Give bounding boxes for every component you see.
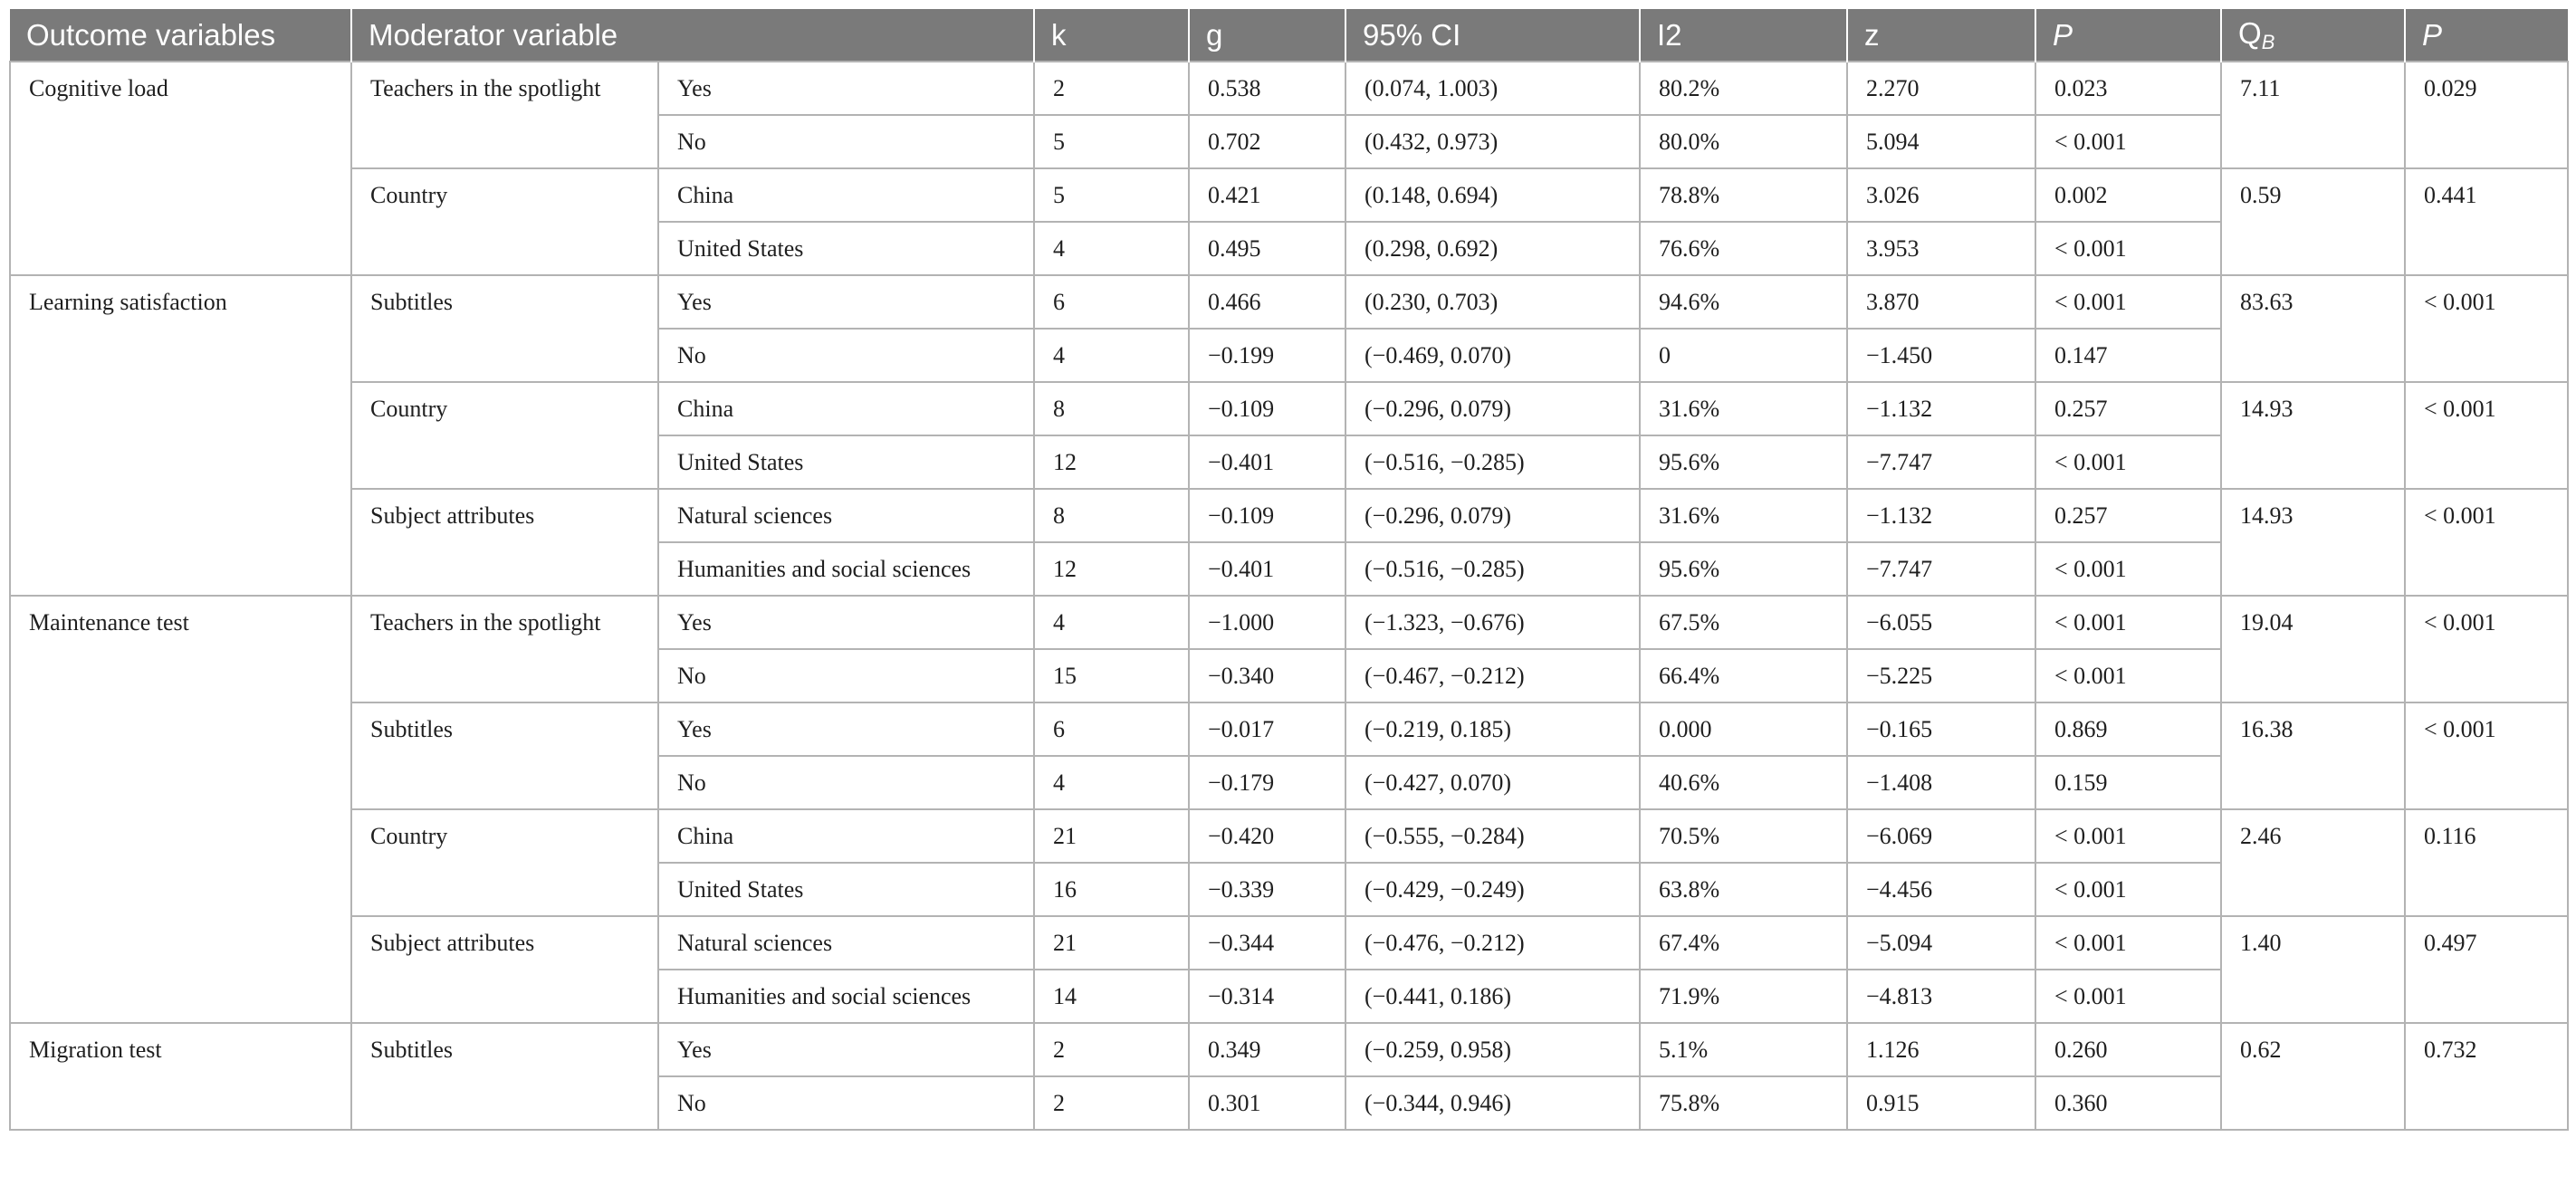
cell-p: < 0.001 — [2035, 275, 2221, 329]
cell-g: −0.017 — [1189, 702, 1345, 756]
cell-p2: 0.497 — [2405, 916, 2568, 1023]
cell-i2: 80.0% — [1640, 115, 1847, 168]
cell-level: Natural sciences — [658, 916, 1034, 970]
cell-ci: (−0.296, 0.079) — [1345, 382, 1640, 435]
cell-z: 0.915 — [1847, 1076, 2035, 1130]
cell-ci: (−1.323, −0.676) — [1345, 596, 1640, 649]
cell-p: 0.002 — [2035, 168, 2221, 222]
cell-z: 3.026 — [1847, 168, 2035, 222]
header-qb-subscript: B — [2261, 30, 2275, 53]
cell-z: −6.069 — [1847, 809, 2035, 863]
cell-ci: (−0.441, 0.186) — [1345, 970, 1640, 1023]
cell-g: −0.420 — [1189, 809, 1345, 863]
cell-level: China — [658, 809, 1034, 863]
cell-g: 0.495 — [1189, 222, 1345, 275]
header-k: k — [1034, 9, 1189, 62]
cell-moderator: Country — [351, 168, 658, 275]
moderator-analysis-table — [9, 9, 2569, 1131]
cell-level: Humanities and social sciences — [658, 970, 1034, 1023]
cell-p2: 0.029 — [2405, 62, 2568, 168]
cell-i2: 95.6% — [1640, 542, 1847, 596]
cell-k: 21 — [1034, 916, 1189, 970]
cell-p: < 0.001 — [2035, 649, 2221, 702]
cell-qb: 16.38 — [2221, 702, 2405, 809]
header-moderator-variable: Moderator variable — [351, 9, 1034, 62]
header-outcome-variables: Outcome variables — [10, 9, 351, 62]
cell-ci: (−0.296, 0.079) — [1345, 489, 1640, 542]
cell-g: 0.702 — [1189, 115, 1345, 168]
cell-z: 1.126 — [1847, 1023, 2035, 1076]
cell-i2: 67.5% — [1640, 596, 1847, 649]
cell-p: < 0.001 — [2035, 809, 2221, 863]
table-row — [10, 62, 2568, 115]
cell-ci: (−0.344, 0.946) — [1345, 1076, 1640, 1130]
cell-ci: (0.298, 0.692) — [1345, 222, 1640, 275]
cell-p: < 0.001 — [2035, 542, 2221, 596]
header-z: z — [1847, 9, 2035, 62]
cell-z: 5.094 — [1847, 115, 2035, 168]
cell-k: 6 — [1034, 702, 1189, 756]
cell-i2: 0 — [1640, 329, 1847, 382]
cell-moderator: Teachers in the spotlight — [351, 62, 658, 168]
cell-moderator: Subtitles — [351, 1023, 658, 1130]
cell-level: Yes — [658, 702, 1034, 756]
cell-k: 12 — [1034, 542, 1189, 596]
cell-level: No — [658, 649, 1034, 702]
cell-ci: (−0.429, −0.249) — [1345, 863, 1640, 916]
cell-g: −0.179 — [1189, 756, 1345, 809]
cell-p: < 0.001 — [2035, 222, 2221, 275]
cell-p: < 0.001 — [2035, 916, 2221, 970]
cell-p2: 0.116 — [2405, 809, 2568, 916]
cell-qb: 14.93 — [2221, 489, 2405, 596]
cell-k: 16 — [1034, 863, 1189, 916]
cell-i2: 31.6% — [1640, 489, 1847, 542]
cell-ci: (−0.469, 0.070) — [1345, 329, 1640, 382]
cell-k: 4 — [1034, 756, 1189, 809]
cell-level: No — [658, 1076, 1034, 1130]
cell-z: −1.132 — [1847, 382, 2035, 435]
cell-k: 14 — [1034, 970, 1189, 1023]
cell-i2: 94.6% — [1640, 275, 1847, 329]
cell-z: 2.270 — [1847, 62, 2035, 115]
cell-k: 4 — [1034, 222, 1189, 275]
cell-moderator: Subject attributes — [351, 489, 658, 596]
cell-moderator: Teachers in the spotlight — [351, 596, 658, 702]
cell-p: 0.023 — [2035, 62, 2221, 115]
cell-p: 0.257 — [2035, 489, 2221, 542]
cell-g: −0.344 — [1189, 916, 1345, 970]
header-p-between: P — [2405, 9, 2568, 62]
cell-qb: 83.63 — [2221, 275, 2405, 382]
cell-k: 2 — [1034, 1023, 1189, 1076]
cell-g: −0.401 — [1189, 435, 1345, 489]
cell-level: No — [658, 115, 1034, 168]
cell-p2: < 0.001 — [2405, 275, 2568, 382]
cell-i2: 78.8% — [1640, 168, 1847, 222]
cell-z: −0.165 — [1847, 702, 2035, 756]
cell-z: −7.747 — [1847, 435, 2035, 489]
cell-z: −1.450 — [1847, 329, 2035, 382]
cell-i2: 63.8% — [1640, 863, 1847, 916]
cell-ci: (−0.516, −0.285) — [1345, 435, 1640, 489]
cell-qb: 0.59 — [2221, 168, 2405, 275]
cell-ci: (−0.555, −0.284) — [1345, 809, 1640, 863]
cell-z: 3.953 — [1847, 222, 2035, 275]
cell-outcome: Migration test — [10, 1023, 351, 1130]
cell-i2: 0.000 — [1640, 702, 1847, 756]
table-body — [10, 62, 2568, 1130]
cell-level: United States — [658, 222, 1034, 275]
cell-qb: 2.46 — [2221, 809, 2405, 916]
cell-moderator: Country — [351, 809, 658, 916]
cell-k: 21 — [1034, 809, 1189, 863]
cell-level: Yes — [658, 62, 1034, 115]
cell-i2: 66.4% — [1640, 649, 1847, 702]
header-p: P — [2035, 9, 2221, 62]
cell-p: 0.869 — [2035, 702, 2221, 756]
cell-p2: < 0.001 — [2405, 382, 2568, 489]
header-i2: I2 — [1640, 9, 1847, 62]
cell-g: −0.109 — [1189, 489, 1345, 542]
cell-p: < 0.001 — [2035, 970, 2221, 1023]
cell-level: Yes — [658, 275, 1034, 329]
cell-z: −7.747 — [1847, 542, 2035, 596]
cell-p2: 0.441 — [2405, 168, 2568, 275]
cell-k: 12 — [1034, 435, 1189, 489]
cell-moderator: Country — [351, 382, 658, 489]
cell-level: Yes — [658, 1023, 1034, 1076]
cell-z: −1.408 — [1847, 756, 2035, 809]
cell-p: 0.260 — [2035, 1023, 2221, 1076]
cell-i2: 31.6% — [1640, 382, 1847, 435]
cell-i2: 76.6% — [1640, 222, 1847, 275]
header-row — [10, 9, 2568, 62]
cell-z: −6.055 — [1847, 596, 2035, 649]
cell-k: 8 — [1034, 489, 1189, 542]
table-row — [10, 916, 2568, 970]
header-95-ci: 95% CI — [1345, 9, 1640, 62]
cell-level: No — [658, 329, 1034, 382]
cell-level: Natural sciences — [658, 489, 1034, 542]
cell-i2: 5.1% — [1640, 1023, 1847, 1076]
cell-qb: 19.04 — [2221, 596, 2405, 702]
cell-i2: 40.6% — [1640, 756, 1847, 809]
cell-k: 8 — [1034, 382, 1189, 435]
cell-k: 5 — [1034, 115, 1189, 168]
cell-i2: 70.5% — [1640, 809, 1847, 863]
cell-outcome: Cognitive load — [10, 62, 351, 275]
cell-z: −4.456 — [1847, 863, 2035, 916]
cell-k: 4 — [1034, 329, 1189, 382]
header-qb — [2221, 9, 2405, 62]
cell-level: China — [658, 168, 1034, 222]
cell-g: −0.109 — [1189, 382, 1345, 435]
cell-p2: < 0.001 — [2405, 489, 2568, 596]
cell-level: China — [658, 382, 1034, 435]
cell-i2: 71.9% — [1640, 970, 1847, 1023]
cell-g: −0.314 — [1189, 970, 1345, 1023]
table-row — [10, 1023, 2568, 1076]
cell-qb: 0.62 — [2221, 1023, 2405, 1130]
cell-ci: (0.148, 0.694) — [1345, 168, 1640, 222]
cell-z: −4.813 — [1847, 970, 2035, 1023]
cell-g: 0.538 — [1189, 62, 1345, 115]
cell-g: −1.000 — [1189, 596, 1345, 649]
cell-ci: (−0.516, −0.285) — [1345, 542, 1640, 596]
cell-z: −5.094 — [1847, 916, 2035, 970]
cell-ci: (−0.219, 0.185) — [1345, 702, 1640, 756]
cell-g: −0.401 — [1189, 542, 1345, 596]
cell-g: −0.339 — [1189, 863, 1345, 916]
table-row — [10, 809, 2568, 863]
cell-ci: (0.432, 0.973) — [1345, 115, 1640, 168]
cell-p: 0.257 — [2035, 382, 2221, 435]
cell-p2: 0.732 — [2405, 1023, 2568, 1130]
cell-level: Humanities and social sciences — [658, 542, 1034, 596]
cell-z: −5.225 — [1847, 649, 2035, 702]
cell-p2: < 0.001 — [2405, 702, 2568, 809]
cell-level: Yes — [658, 596, 1034, 649]
cell-qb: 14.93 — [2221, 382, 2405, 489]
cell-k: 2 — [1034, 62, 1189, 115]
cell-i2: 67.4% — [1640, 916, 1847, 970]
cell-level: United States — [658, 435, 1034, 489]
header-qb-base: Q — [2238, 15, 2262, 50]
table-row — [10, 382, 2568, 435]
table-row — [10, 596, 2568, 649]
cell-ci: (−0.476, −0.212) — [1345, 916, 1640, 970]
cell-ci: (−0.259, 0.958) — [1345, 1023, 1640, 1076]
cell-moderator: Subtitles — [351, 275, 658, 382]
cell-i2: 75.8% — [1640, 1076, 1847, 1130]
cell-z: −1.132 — [1847, 489, 2035, 542]
table-row — [10, 489, 2568, 542]
cell-level: No — [658, 756, 1034, 809]
cell-moderator: Subtitles — [351, 702, 658, 809]
cell-i2: 95.6% — [1640, 435, 1847, 489]
cell-g: 0.421 — [1189, 168, 1345, 222]
cell-p: 0.159 — [2035, 756, 2221, 809]
cell-k: 6 — [1034, 275, 1189, 329]
cell-k: 2 — [1034, 1076, 1189, 1130]
cell-p: < 0.001 — [2035, 863, 2221, 916]
cell-k: 5 — [1034, 168, 1189, 222]
cell-level: United States — [658, 863, 1034, 916]
cell-ci: (0.230, 0.703) — [1345, 275, 1640, 329]
cell-p: 0.147 — [2035, 329, 2221, 382]
cell-k: 15 — [1034, 649, 1189, 702]
cell-ci: (−0.427, 0.070) — [1345, 756, 1640, 809]
cell-p: < 0.001 — [2035, 435, 2221, 489]
cell-outcome: Maintenance test — [10, 596, 351, 1023]
cell-i2: 80.2% — [1640, 62, 1847, 115]
cell-g: 0.349 — [1189, 1023, 1345, 1076]
table-row — [10, 275, 2568, 329]
cell-g: 0.301 — [1189, 1076, 1345, 1130]
cell-z: 3.870 — [1847, 275, 2035, 329]
cell-p: < 0.001 — [2035, 596, 2221, 649]
cell-p: < 0.001 — [2035, 115, 2221, 168]
cell-outcome: Learning satisfaction — [10, 275, 351, 596]
cell-g: −0.340 — [1189, 649, 1345, 702]
cell-qb: 7.11 — [2221, 62, 2405, 168]
cell-ci: (0.074, 1.003) — [1345, 62, 1640, 115]
header-g: g — [1189, 9, 1345, 62]
cell-g: −0.199 — [1189, 329, 1345, 382]
cell-ci: (−0.467, −0.212) — [1345, 649, 1640, 702]
cell-g: 0.466 — [1189, 275, 1345, 329]
cell-p2: < 0.001 — [2405, 596, 2568, 702]
table-row — [10, 702, 2568, 756]
cell-moderator: Subject attributes — [351, 916, 658, 1023]
cell-p: 0.360 — [2035, 1076, 2221, 1130]
table-row — [10, 168, 2568, 222]
cell-k: 4 — [1034, 596, 1189, 649]
cell-qb: 1.40 — [2221, 916, 2405, 1023]
